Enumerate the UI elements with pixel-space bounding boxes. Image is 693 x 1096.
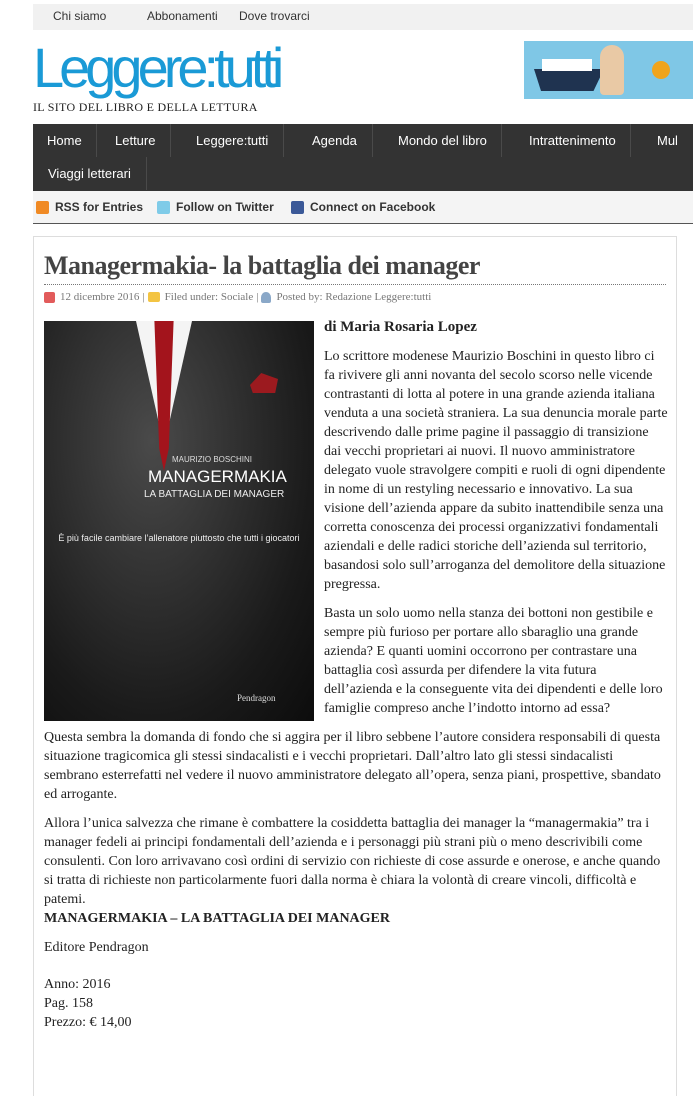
twitter-label: Follow on Twitter [176,200,274,214]
top-bar [33,4,693,30]
topbar-link-dove-trovarci[interactable]: Dove trovarci [239,9,310,23]
meta-separator: | [256,291,259,303]
cover-quote: È più facile cambiare l’allenatore piuttosto che tutti i giocatori [58,533,300,543]
nav-leggere-tutti[interactable]: Leggere:tutti [181,124,284,157]
festival-logo [652,61,670,79]
pocket-square [250,373,278,393]
facebook-label: Connect on Facebook [310,200,436,214]
main-nav [33,124,693,191]
rss-label: RSS for Entries [55,200,144,214]
site-logo[interactable]: Leggere:tutti [33,36,280,99]
paragraph: Lo scrittore modenese Maurizio Boschini in questo libro ci fa rivivere gli anni novanta del secolo scorso nelle vicende contrastanti di lotta al potere in una grande azienda italiana venduta a una società straniera. La sua denuncia morale parte descrivendo dalle prime pagine il passaggio di transizione dai vecchi proprietari ai nuovi. Il nuovo amministratore delegato vuole stravolgere compiti e ruoli di ogni dipendente in nome di un restyling necessario e innovativo. La sua visione dell’azienda appare da subito inattendibile senza una corretta conoscenza dei processi organizzativi fondamentali aziendali e delle radici storiche dell’azienda sul territorio, basandosi solo sull’arroganza del demolitore della situazione pregressa. [324,349,668,592]
book-publisher: Editore Pendragon [44,940,149,955]
article-body [44,318,668,1032]
nav-home[interactable]: Home [33,124,97,157]
twitter-icon [157,201,170,214]
post-meta [44,291,431,303]
book-title: MANAGERMAKIA – LA BATTAGLIA DEI MANAGER [44,911,391,926]
user-icon [261,292,271,303]
folder-icon [148,292,160,302]
topbar-link-abbonamenti[interactable]: Abbonamenti [147,9,218,23]
topbar-link-chi-siamo[interactable]: Chi siamo [53,9,107,23]
post-date: 12 dicembre 2016 [60,291,140,303]
nav-intrattenimento[interactable]: Intrattenimento [515,124,631,157]
ship-illustration [534,69,604,91]
post-category[interactable]: Filed under: Sociale [164,291,254,303]
cover-title: MANAGERMAKIA [148,467,287,486]
paragraph: Questa sembra la domanda di fondo che si aggira per il libro sebbene l’autore considera responsabili di questa situazione tragicomica gli stessi sindacalisti e i vecchi proprietari. Dall’altro lato gli stessi sindacalisti sembrano esterrefatti nel vedere il nuovo amministratore delegato all’opera, senza piani, prospettive, sbandato ed arrogante. [44,730,661,802]
meta-separator: | [142,291,145,303]
ship-deck [542,59,592,71]
twitter-link[interactable] [157,200,274,214]
post-author[interactable]: Posted by: Redazione Leggere:tutti [276,291,432,303]
social-bar [33,191,693,224]
nav-multimedia[interactable]: Mul [657,133,678,148]
calendar-icon [44,292,55,303]
article-title[interactable]: Managermakia- la battaglia dei manager [44,251,480,280]
book-price: Prezzo: € 14,00 [44,1015,132,1030]
book-pages: Pag. 158 [44,996,93,1011]
cover-subtitle: LA BATTAGLIA DEI MANAGER [144,489,285,500]
rss-link[interactable] [36,200,143,214]
nav-agenda[interactable]: Agenda [297,124,373,157]
nav-viaggi-letterari[interactable]: Viaggi letterari [33,157,147,190]
book-year: Anno: 2016 [44,977,111,992]
nav-mondo-del-libro[interactable]: Mondo del libro [384,124,502,157]
paragraph: Allora l’unica salvezza che rimane è combattere la cosiddetta battaglia dei manager la “managermakia” tra i manager fedeli ai principi fondamentali dell’azienda e i personaggi più strani più o meno descrivibili come consulenti. Con loro arrivavano così ordini di servizio con richieste di cose assurde e onerose, e anche quando si tratta di richieste non particolarmente fuori dalla norma è chiara la volontà di creare vincoli, difficoltà e patemi. [44,816,661,907]
rss-icon [36,201,49,214]
paragraph: Basta un solo uomo nella stanza dei bottoni non gestibile e sempre più furioso per portare allo sbaraglio una grande azienda? E quanti uomini occorrono per contrastare una battaglia così assurda per difendere la vita futura dell’azienda e la conseguente vita dei dipendenti e delle loro famiglie compreso anche l’indotto intorno ad essa? [324,606,663,716]
facebook-link[interactable] [291,200,435,214]
byline: di Maria Rosaria Lopez [324,319,477,335]
facebook-icon [291,201,304,214]
title-divider [44,284,666,285]
cover-author: MAURIZIO BOSCHINI [172,455,253,464]
book-cover-image [44,321,314,721]
cover-publisher: Pendragon [237,693,276,703]
site-tagline: IL SITO DEL LIBRO E DELLA LETTURA [33,100,258,114]
ad-banner[interactable] [524,41,693,99]
article [33,236,677,1096]
girl-illustration [600,45,624,95]
nav-letture[interactable]: Letture [100,124,171,157]
